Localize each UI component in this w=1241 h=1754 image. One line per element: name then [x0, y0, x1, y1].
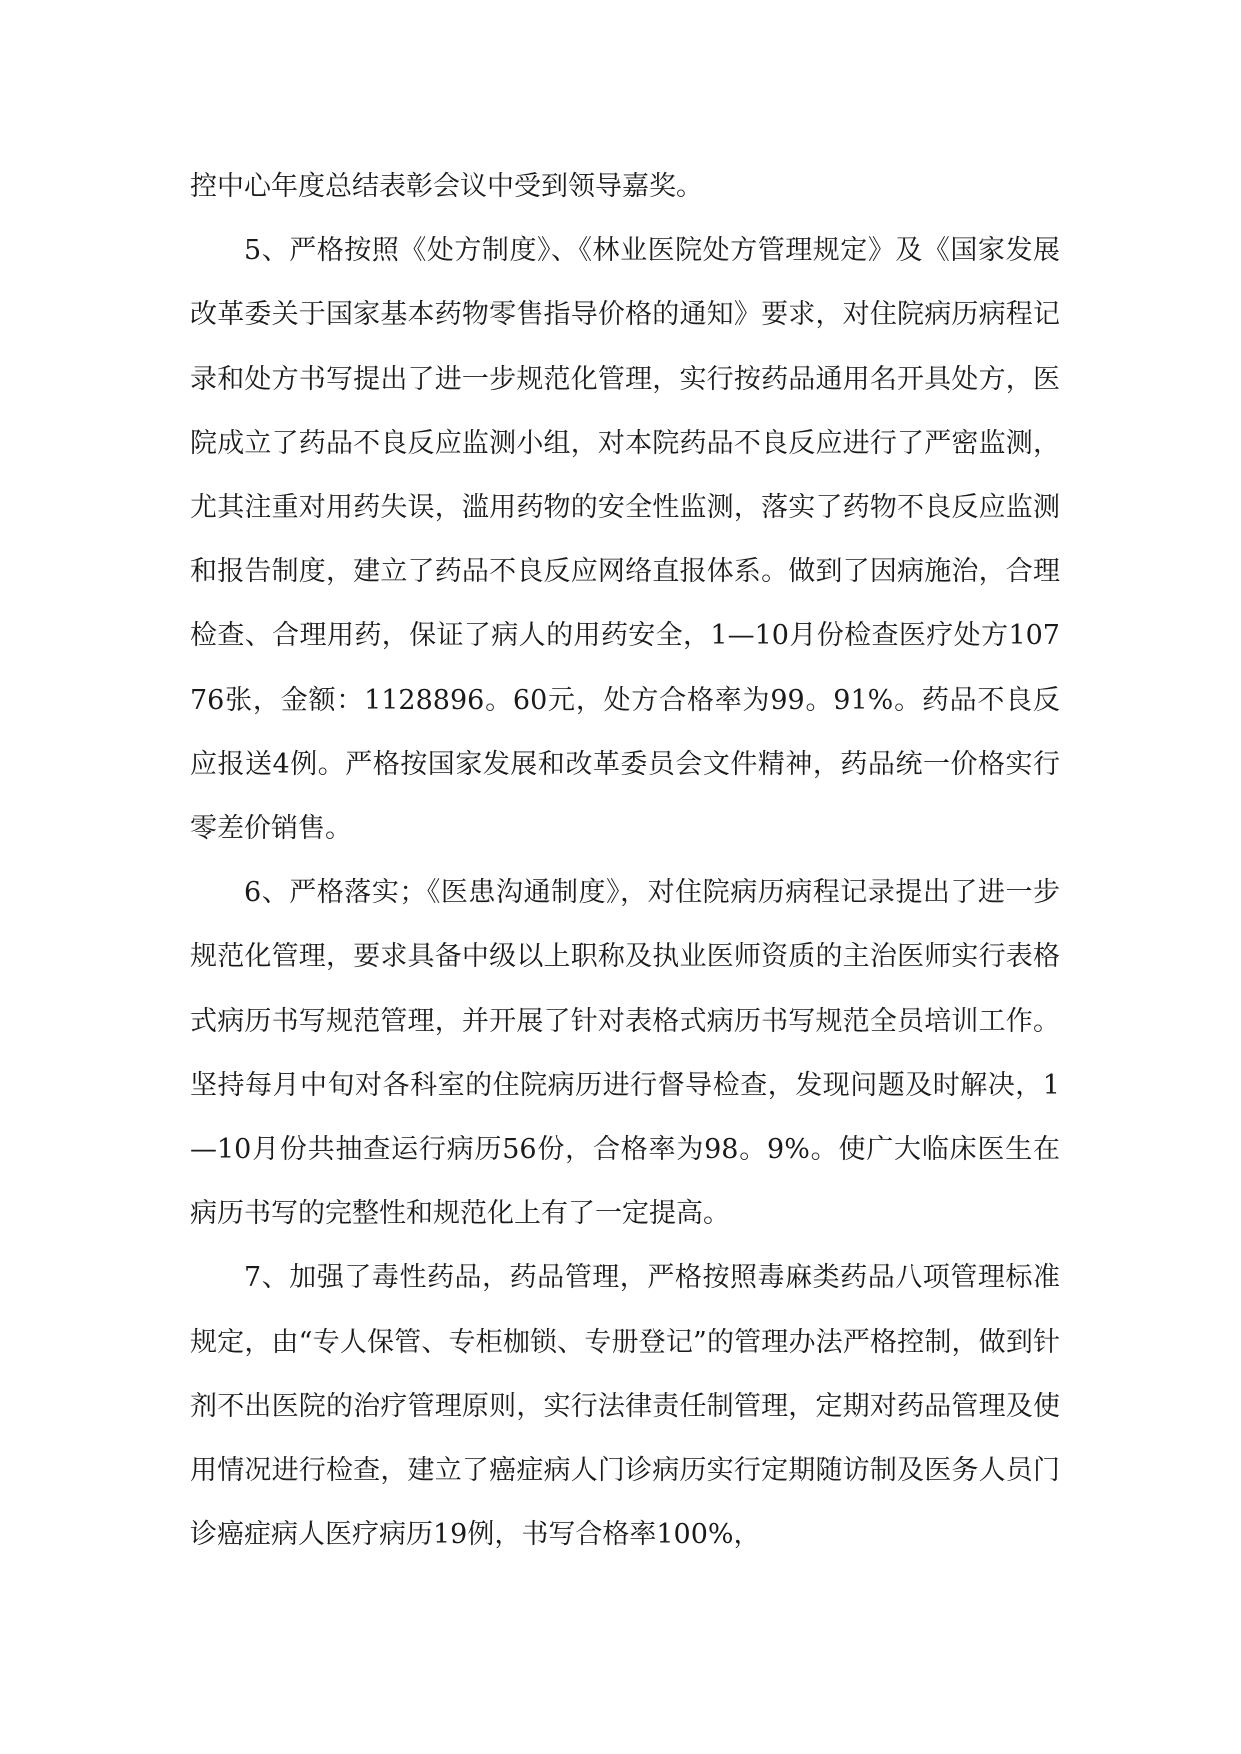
- document-body: [190, 155, 1060, 1567]
- paragraph-continuation: 控中心年度总结表彰会议中受到领导嘉奖。: [190, 171, 703, 202]
- paragraph-item-6: 6、严格落实；《医患沟通制度》，对住院病历病程记录提出了进一步规范化管理，要求具备中级以上职称及执业医师资质的主治医师实行表格式病历书写规范管理，并开展了针对表格式病历书写规范全员培训工作。坚持每月中旬对各科室的住院病历进行督导检查，发现问题及时解决，1—10月份共抽查运行病历56份，合格率为98。9%。使广大临床医生在病历书写的完整性和规范化上有了一定提高。: [190, 877, 1060, 1230]
- paragraph-item-7: 7、加强了毒性药品，药品管理，严格按照毒麻类药品八项管理标准规定，由“专人保管、专柜枷锁、专册登记”的管理办法严格控制，做到针剂不出医院的治疗管理原则，实行法律责任制管理，定期对药品管理及使用情况进行检查，建立了癌症病人门诊病历实行定期随访制及医务人员门诊癌症病人医疗病历19例，书写合格率100%，: [190, 1262, 1060, 1551]
- paragraph-item-5: 5、严格按照《处方制度》、《林业医院处方管理规定》及《国家发展改革委关于国家基本药物零售指导价格的通知》要求，对住院病历病程记录和处方书写提出了进一步规范化管理，实行按药品通用名开具处方，医院成立了药品不良反应监测小组，对本院药品不良反应进行了严密监测，尤其注重对用药失误，滥用药物的安全性监测，落实了药物不良反应监测和报告制度，建立了药品不良反应网络直报体系。做到了因病施治，合理检查、合理用药，保证了病人的用药安全，1—10月份检查医疗处方10776张，金额：1128896。60元，处方合格率为99。91%。药品不良反应报送4例。严格按国家发展和改革委员会文件精神，药品统一价格实行零差价销售。: [190, 235, 1060, 845]
